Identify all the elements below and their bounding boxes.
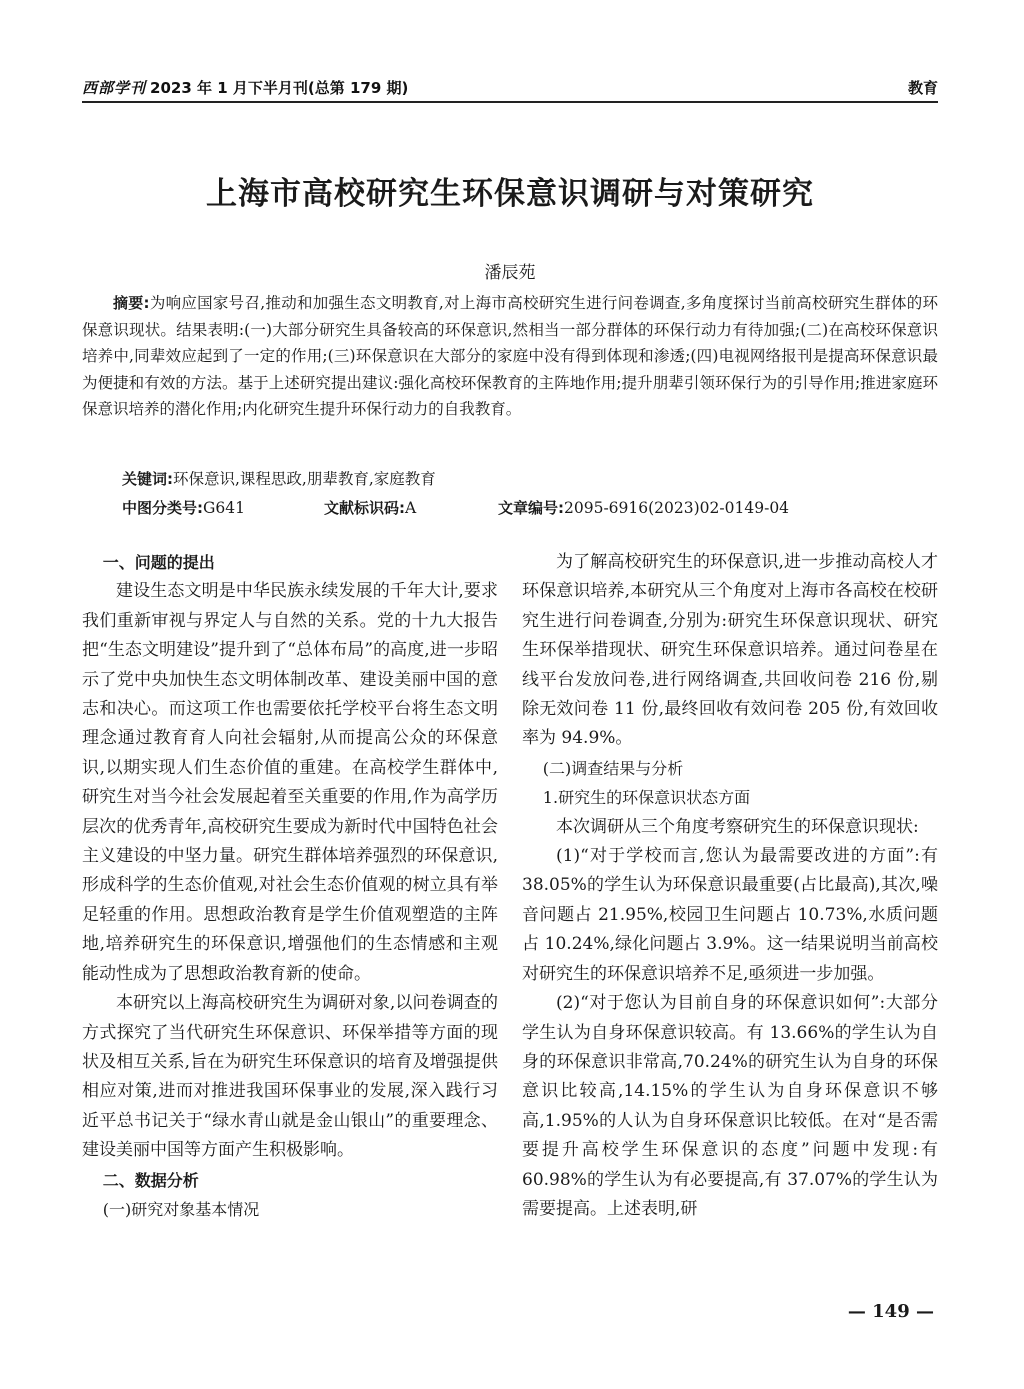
clc-value: G641 (203, 499, 245, 517)
page-number: — 149 — (847, 1301, 934, 1322)
doc-code-value: A (405, 499, 417, 517)
doc-code-label: 文献标识码: (324, 499, 405, 517)
article-number-value: 2095-6916(2023)02-0149-04 (564, 499, 790, 517)
paragraph: (1)“对于学校而言,您认为最需要改进的方面”:有 38.05%的学生认为环保意识最重要(占比最高),其次,噪音问题占 21.95%,校园卫生问题占 10.73%,水质问题占 10.24%,绿化问题占 3.9%。这一结果说明当前高校对研究生的环保意识培养不足,亟须进一步加强。 (522, 846, 938, 984)
section-heading: 一、问题的提出 (102, 553, 215, 572)
article-number (498, 495, 789, 521)
subsection-heading: (二)调查结果与分析 (542, 758, 684, 778)
paragraph: (2)“对于您认为目前自身的环保意识如何”:大部分学生认为自身环保意识较高。有 13.66%的学生认为自身的环保意识非常高,70.24%的研究生认为自身的环保意识比较高,14.15%的学生认为自身环保意识不够高,1.95%的人认为自身环保意识比较低。在对“是否需要提升高校学生环保意识的态度”问题中发现:有 60.98%的学生认为有必要提高,有 37.07%的学生认为需要提高。上述表明,研 (522, 993, 938, 1219)
classification-line (122, 495, 938, 521)
article-title: 上海市高校研究生环保意识调研与对策研究 (206, 176, 814, 212)
header-rule (82, 101, 938, 103)
author-name: 潘辰苑 (484, 263, 536, 283)
clc-number (122, 495, 324, 521)
issue-info: 2023 年 1 月下半月刊(总第 179 期) (150, 79, 409, 97)
paragraph: 建设生态文明是中华民族永续发展的千年大计,要求我们重新审视与界定人与自然的关系。党的十九大报告把“生态文明建设”提升到了“总体布局”的高度,进一步昭示了党中央加快生态文明体制改革、建设美丽中国的意志和决心。而这项工作也需要依托学校平台将生态文明理念通过教育育人向社会辐射,从而提高公众的环保意识,以期实现人们生态价值的重建。在高校学生群体中,研究生对当今社会发展起着至关重要的作用,作为高学历层次的优秀青年,高校研究生要成为新时代中国特色社会主义建设的中坚力量。研究生群体培养强烈的环保意识,形成科学的生态价值观,对社会生态价值观的树立具有举足轻重的作用。思想政治教育是学生价值观塑造的主阵地,培养研究生的环保意识,增强他们的生态情感和主观能动性成为了思想政治教育新的使命。 (82, 581, 498, 984)
header-left (82, 77, 408, 98)
running-header (82, 72, 938, 98)
right-column (522, 548, 938, 1224)
clc-label: 中图分类号: (122, 499, 203, 517)
keywords-label: 关键词: (122, 470, 173, 488)
subsection-heading: 1.研究生的环保意识状态方面 (542, 788, 751, 808)
journal-logo: 西部学刊 (82, 79, 147, 97)
paragraph: 本次调研从三个角度考察研究生的环保意识现状: (556, 816, 919, 837)
paragraph: 本研究以上海高校研究生为调研对象,以问卷调查的方式探究了当代研究生环保意识、环保举措等方面的现状及相互关系,旨在为研究生环保意识的培育及增强提供相应对策,进而对推进我国环保事业的发展,深入践行习近平总书记关于“绿水青山就是金山银山”的重要理念、建设美丽中国等方面产生积极影响。 (82, 993, 498, 1161)
abstract (82, 290, 938, 423)
section-heading: 二、数据分析 (102, 1170, 199, 1190)
subsection-heading: (一)研究对象基本情况 (102, 1199, 260, 1219)
section-name: 教育 (907, 79, 938, 97)
abstract-label: 摘要: (113, 294, 150, 312)
document-code (324, 495, 498, 521)
article-number-label: 文章编号: (498, 499, 564, 517)
paragraph: 为了解高校研究生的环保意识,进一步推动高校人才环保意识培养,本研究从三个角度对上海市各高校在校研究生进行问卷调查,分别为:研究生环保意识现状、研究生环保举措现状、研究生环保意识培养。通过问卷星在线平台发放问卷,进行网络调查,共回收问卷 216 份,剔除无效问卷 11 份,最终回收有效问卷 205 份,有效回收率为 94.9%。 (522, 552, 938, 749)
left-column (82, 548, 498, 1224)
keywords-text: 环保意识,课程思政,朋辈教育,家庭教育 (173, 470, 436, 488)
abstract-text: 为响应国家号召,推动和加强生态文明教育,对上海市高校研究生进行问卷调查,多角度探讨当前高校研究生群体的环保意识现状。结果表明:(一)大部分研究生具备较高的环保意识,然相当一部分群体的环保行动力有待加强;(二)在高校环保意识培养中,同辈效应起到了一定的作用;(三)环保意识在大部分的家庭中没有得到体现和渗透;(四)电视网络报刊是提高环保意识最为便捷和有效的方法。基于上述研究提出建议:强化高校环保教育的主阵地作用;提升朋辈引领环保行为的引导作用;推进家庭环保意识培养的潜化作用;内化研究生提升环保行动力的自我教育。 (82, 294, 938, 418)
keywords (122, 466, 436, 492)
